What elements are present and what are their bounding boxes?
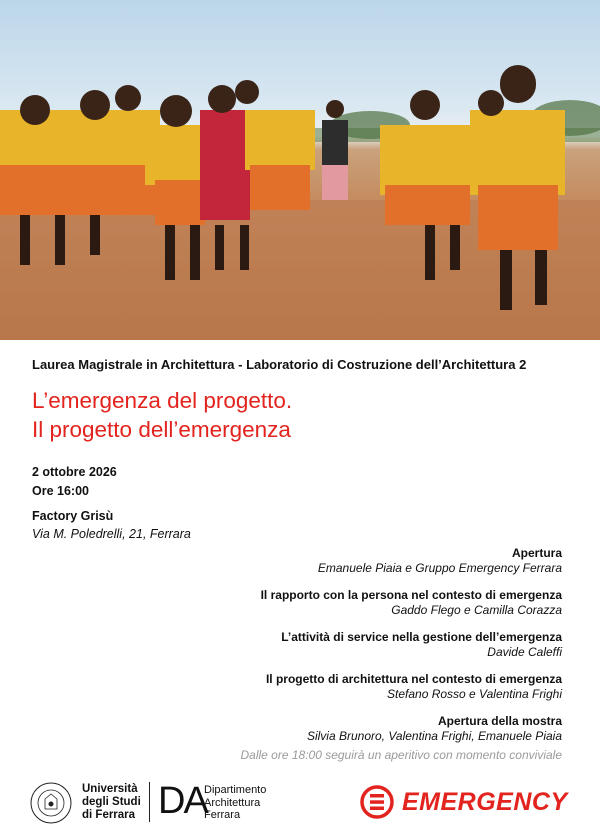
department-name-line1: Dipartimento [204, 784, 267, 796]
event-time: Ore 16:00 [32, 484, 89, 498]
department-name [204, 784, 266, 822]
event-title [32, 386, 292, 444]
event-title-line2: Il progetto dell’emergenza [32, 417, 291, 442]
emergency-logo [360, 785, 568, 819]
department-name-line3: Ferrara [204, 809, 241, 821]
program-list [142, 545, 562, 755]
program-item-title: Il rapporto con la persona nel contesto di emergenza [260, 588, 562, 602]
program-item-title: Apertura [511, 546, 562, 560]
university-seal-icon [30, 782, 72, 824]
university-name-line3: di Ferrara [82, 809, 136, 821]
program-item [142, 713, 562, 744]
da-logo: DA [158, 780, 207, 822]
program-item-title: Apertura della mostra [437, 714, 562, 728]
program-item [142, 629, 562, 660]
program-item-speakers: Gaddo Flego e Camilla Corazza [391, 603, 562, 617]
program-item-speakers: Emanuele Piaia e Gruppo Emergency Ferrara [317, 561, 562, 575]
children-photo [0, 0, 600, 340]
venue-address: Via M. Poledrelli, 21, Ferrara [32, 527, 191, 541]
program-item-title: Il progetto di architettura nel contesto di emergenza [265, 672, 562, 686]
event-datetime [32, 463, 117, 501]
program-item-title: L’attività di service nella gestione dell’emergenza [281, 630, 562, 644]
program-item [142, 671, 562, 702]
event-date: 2 ottobre 2026 [32, 465, 117, 479]
program-item-speakers: Silvia Brunoro, Valentina Frighi, Emanuele Piaia [306, 729, 562, 743]
logo-divider [149, 782, 150, 822]
event-title-line1: L’emergenza del progetto. [32, 388, 293, 413]
emergency-e-icon [360, 785, 398, 819]
university-name-line1: Università [82, 783, 138, 795]
program-item [142, 587, 562, 618]
emergency-wordmark: EMERGENCY [402, 788, 568, 816]
venue-name: Factory Grisù [32, 509, 114, 523]
department-name-line2: Architettura [204, 796, 261, 809]
photo-illustration [0, 0, 600, 340]
footer-logos [0, 778, 600, 826]
university-name-line2: degli Studi [82, 796, 141, 808]
aperitivo-note: Dalle ore 18:00 seguirà un aperitivo con momento conviviale [240, 748, 562, 762]
program-item-speakers: Stefano Rosso e Valentina Frighi [387, 687, 562, 701]
program-item-speakers: Davide Caleffi [487, 645, 562, 659]
university-name [82, 783, 141, 822]
program-item [142, 545, 562, 576]
event-venue [32, 507, 191, 543]
course-subtitle: Laurea Magistrale in Architettura - Laboratorio di Costruzione dell’Architettura 2 [32, 357, 527, 372]
